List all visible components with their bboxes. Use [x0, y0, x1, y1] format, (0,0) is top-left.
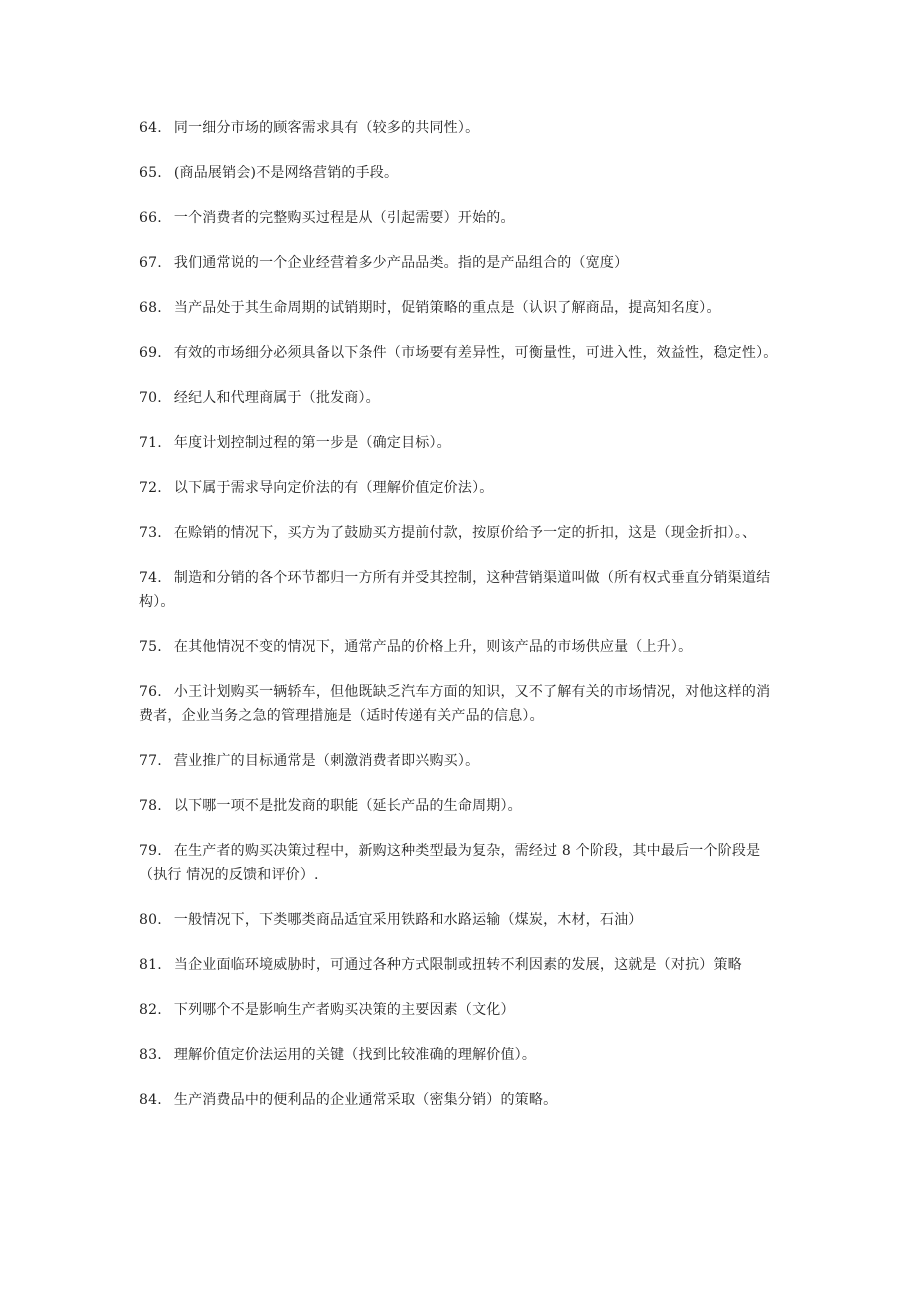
question-item: [139, 386, 781, 410]
question-text: (商品展销会)不是网络营销的手段。: [173, 165, 399, 181]
question-text: 理解价值定价法运用的关键（找到比较准确的理解价值）。: [173, 1047, 537, 1063]
question-text: 生产消费品中的便利品的企业通常采取（密集分销）的策略。: [173, 1092, 558, 1108]
question-item: [139, 251, 781, 275]
question-list: [139, 116, 781, 1133]
question-number: 66.: [139, 210, 162, 226]
question-text: 在赊销的情况下，买方为了鼓励买方提前付款，按原价给予一定的折扣，这是（现金折扣）。、: [173, 525, 757, 541]
question-number: 69.: [139, 345, 162, 361]
question-item: [139, 476, 781, 500]
question-item: [139, 566, 781, 614]
question-number: 64.: [139, 120, 162, 136]
question-item: [139, 635, 781, 659]
question-text: 在其他情况不变的情况下，通常产品的价格上升，则该产品的市场供应量（上升）。: [173, 639, 693, 655]
question-text: 在生产者的购买决策过程中，新购这种类型最为复杂，需经过 8 个阶段，其中最后一个阶段是（执行 情况的反馈和评价）.: [139, 843, 761, 883]
question-text: 当企业面临环境威胁时，可通过各种方式限制或扭转不利因素的发展，这就是（对抗）策略: [173, 957, 742, 973]
question-number: 75.: [139, 639, 162, 655]
question-text: 小王计划购买一辆轿车，但他既缺乏汽车方面的知识，又不了解有关的市场情况，对他这样的消费者，企业当务之急的管理措施是（适时传递有关产品的信息）。: [139, 684, 771, 724]
question-item: [139, 206, 781, 230]
question-item: [139, 161, 781, 185]
question-text: 一个消费者的完整购买过程是从（引起需要）开始的。: [173, 210, 515, 226]
question-text: 当产品处于其生命周期的试销期时，促销策略的重点是（认识了解商品，提高知名度）。: [173, 300, 721, 316]
question-number: 70.: [139, 390, 162, 406]
question-number: 78.: [139, 798, 162, 814]
question-text: 一般情况下，下类哪类商品适宜采用铁路和水路运输（煤炭，木材，石油）: [173, 912, 643, 928]
question-item: [139, 749, 781, 773]
question-number: 67.: [139, 255, 162, 271]
question-number: 80.: [139, 912, 162, 928]
question-number: 74.: [139, 570, 162, 586]
question-item: [139, 839, 781, 887]
question-number: 77.: [139, 753, 162, 769]
question-text: 以下属于需求导向定价法的有（理解价值定价法）。: [173, 480, 494, 496]
question-item: [139, 341, 781, 365]
question-number: 73.: [139, 525, 162, 541]
question-text: 营业推广的目标通常是（刺激消费者即兴购买）。: [173, 753, 480, 769]
question-number: 83.: [139, 1047, 162, 1063]
question-number: 79.: [139, 843, 162, 859]
question-number: 82.: [139, 1002, 162, 1018]
question-item: [139, 521, 781, 545]
question-text: 下列哪个不是影响生产者购买决策的主要因素（文化）: [173, 1002, 515, 1018]
question-item: [139, 116, 781, 140]
question-number: 84.: [139, 1092, 162, 1108]
question-number: 72.: [139, 480, 162, 496]
question-text: 年度计划控制过程的第一步是（确定目标）。: [173, 435, 451, 451]
question-item: [139, 1043, 781, 1067]
question-text: 制造和分销的各个环节都归一方所有并受其控制，这种营销渠道叫做（所有权式垂直分销渠道结构）。: [139, 570, 771, 610]
question-item: [139, 680, 781, 728]
question-number: 68.: [139, 300, 162, 316]
question-item: [139, 908, 781, 932]
question-number: 76.: [139, 684, 162, 700]
question-text: 有效的市场细分必须具备以下条件（市场要有差异性，可衡量性，可进入性，效益性，稳定性）。: [173, 345, 778, 361]
question-item: [139, 431, 781, 455]
question-text: 我们通常说的一个企业经营着多少产品品类。指的是产品组合的（宽度）: [173, 255, 629, 271]
question-text: 以下哪一项不是批发商的职能（延长产品的生命周期）。: [173, 798, 522, 814]
question-number: 71.: [139, 435, 162, 451]
question-number: 81.: [139, 957, 162, 973]
question-item: [139, 794, 781, 818]
question-item: [139, 296, 781, 320]
question-item: [139, 998, 781, 1022]
question-text: 同一细分市场的顾客需求具有（较多的共同性）。: [173, 120, 480, 136]
question-text: 经纪人和代理商属于（批发商）。: [173, 390, 380, 406]
question-item: [139, 953, 781, 977]
question-item: [139, 1088, 781, 1112]
question-number: 65.: [139, 165, 162, 181]
